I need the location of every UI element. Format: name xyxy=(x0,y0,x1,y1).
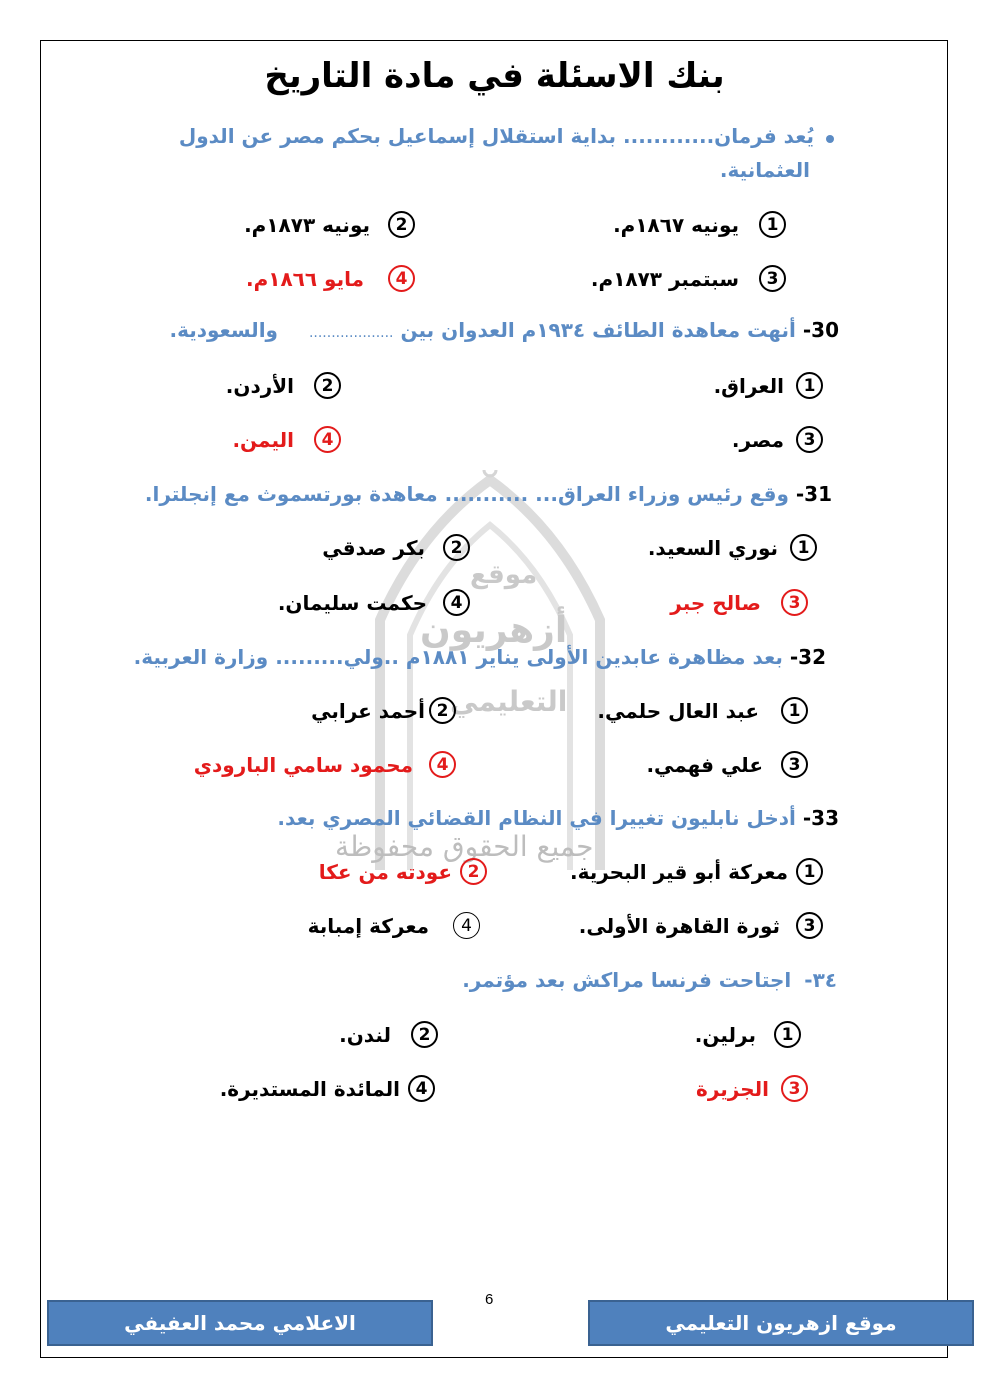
q31-number: 31- xyxy=(795,482,832,506)
q34-number: ٣٤- xyxy=(804,968,837,992)
option-marker: 3 xyxy=(759,265,786,292)
q30-text: أنهت معاهدة الطائف ١٩٣٤م العدوان بين xyxy=(400,318,796,342)
q31-question xyxy=(145,482,832,506)
q29-option-1-text: يونيه ١٨٦٧م. xyxy=(613,212,739,237)
q34-option-2 xyxy=(339,1021,438,1048)
q32-question xyxy=(134,645,826,669)
option-marker: 1 xyxy=(796,372,823,399)
q31-option-4 xyxy=(278,589,470,616)
q34-option-3-text: الجزيرة xyxy=(696,1076,769,1101)
q33-option-3 xyxy=(579,912,823,939)
footer-right-text: موقع ازهريون التعليمي xyxy=(665,1311,897,1335)
q30-option-3-text: مصر. xyxy=(731,427,784,452)
q33-number: 33- xyxy=(802,806,839,830)
option-marker: 4 xyxy=(408,1075,435,1102)
watermark-line2: أزهريون xyxy=(420,610,568,651)
q33-question xyxy=(277,806,839,830)
option-marker: 4 xyxy=(388,265,415,292)
footer-right-box xyxy=(588,1300,974,1346)
option-marker: 1 xyxy=(796,858,823,885)
q33-option-2 xyxy=(319,858,487,885)
option-marker: 1 xyxy=(774,1021,801,1048)
watermark-line1: موقع xyxy=(470,560,538,590)
q34-text: اجتاحت فرنسا مراكش بعد مؤتمر. xyxy=(462,968,792,992)
q30-option-4 xyxy=(232,426,341,453)
option-marker: 4 xyxy=(314,426,341,453)
q31-option-3-text: صالح جبر xyxy=(670,590,761,615)
option-marker: 4 xyxy=(429,751,456,778)
q29-option-2-text: يونيه ١٨٧٣م. xyxy=(244,212,370,237)
footer-left-box xyxy=(47,1300,433,1346)
q29-option-4 xyxy=(246,265,415,292)
q34-option-4 xyxy=(220,1075,435,1102)
q32-option-1-text: عبد العال حلمي. xyxy=(597,698,759,723)
option-marker: 3 xyxy=(781,1075,808,1102)
q30-option-1 xyxy=(714,372,823,399)
option-marker: 1 xyxy=(759,211,786,238)
q30-option-2 xyxy=(226,372,341,399)
q32-option-3-text: علي فهمي. xyxy=(646,752,763,777)
q32-number: 32- xyxy=(789,645,826,669)
q34-option-3 xyxy=(696,1075,808,1102)
page-number: 6 xyxy=(485,1291,494,1308)
q33-option-1 xyxy=(570,858,823,885)
footer-left-text: الاعلامي محمد العفيفي xyxy=(124,1311,356,1335)
watermark-line3: التعليمي xyxy=(450,685,568,718)
option-marker: 2 xyxy=(443,534,470,561)
option-marker: 4 xyxy=(453,912,480,939)
option-marker: 1 xyxy=(790,534,817,561)
q30-text-end: والسعودية. xyxy=(169,318,278,342)
q29-option-1 xyxy=(613,211,786,238)
q34-option-1 xyxy=(695,1021,801,1048)
q29-text-line2: العثمانية. xyxy=(719,158,810,182)
option-marker: 2 xyxy=(314,372,341,399)
bullet-icon xyxy=(826,135,834,143)
option-marker: 3 xyxy=(781,751,808,778)
q31-option-1-text: نوري السعيد. xyxy=(647,535,778,560)
q29-option-2 xyxy=(244,211,415,238)
q34-question xyxy=(462,968,837,992)
q33-text: أدخل نابليون تغييرا في النظام القضائي المصري بعد. xyxy=(277,806,796,830)
q32-option-4 xyxy=(194,751,456,778)
q31-option-3 xyxy=(670,589,808,616)
q33-option-2-text: عودته من عكا xyxy=(318,859,452,884)
q34-option-2-text: لندن. xyxy=(339,1022,391,1047)
q32-option-4-text: محمود سامي البارودي xyxy=(193,752,413,777)
option-marker: 3 xyxy=(796,426,823,453)
q32-option-2-text: أحمد عرابي xyxy=(311,698,425,723)
q33-option-4-text: معركة إمبابة xyxy=(307,913,429,938)
q32-option-1 xyxy=(597,697,808,724)
q29-option-3-text: سبتمبر ١٨٧٣م. xyxy=(590,266,739,291)
q32-option-2 xyxy=(311,697,456,724)
q30-option-4-text: اليمن. xyxy=(232,427,294,452)
q32-text: بعد مظاهرة عابدين الأولى يناير ١٨٨١م ..ولي......... وزارة العربية. xyxy=(133,645,783,669)
q31-option-2-text: بكر صدقي xyxy=(322,535,425,560)
q30-number: 30- xyxy=(802,318,839,342)
q33-option-3-text: ثورة القاهرة الأولى. xyxy=(578,913,780,938)
q33-option-4 xyxy=(308,912,480,939)
q32-option-3 xyxy=(646,751,808,778)
q33-option-1-text: معركة أبو قير البحرية. xyxy=(570,859,788,884)
q31-option-4-text: حكمت سليمان. xyxy=(277,590,427,615)
watermark-line4: جميع الحقوق محفوظة xyxy=(335,830,594,863)
option-marker: 2 xyxy=(388,211,415,238)
q31-option-1 xyxy=(648,534,817,561)
q34-option-1-text: برلين. xyxy=(694,1022,756,1047)
q31-option-2 xyxy=(322,534,470,561)
option-marker: 3 xyxy=(796,912,823,939)
q30-option-3 xyxy=(732,426,823,453)
option-marker: 1 xyxy=(781,697,808,724)
q30-question xyxy=(170,318,840,342)
q30-option-2-text: الأردن. xyxy=(225,373,294,398)
option-marker: 3 xyxy=(781,589,808,616)
q29-option-3 xyxy=(591,265,786,292)
q30-option-1-text: العراق. xyxy=(713,373,784,398)
option-marker: 2 xyxy=(460,858,487,885)
q34-option-4-text: المائدة المستديرة. xyxy=(219,1076,400,1101)
q29-option-4-text: مايو ١٨٦٦م. xyxy=(246,266,364,291)
option-marker: 2 xyxy=(411,1021,438,1048)
q29-text-line1: يُعد فرمان............ بداية استقلال إسماعيل بحكم مصر عن الدول xyxy=(178,124,814,148)
q30-blank: ................... xyxy=(308,325,394,341)
q31-text: وقع رئيس وزراء العراق... ........... معاهدة بورتسموث مع إنجلترا. xyxy=(144,482,789,506)
page-frame xyxy=(40,40,948,1358)
option-marker: 2 xyxy=(429,697,456,724)
option-marker: 4 xyxy=(443,589,470,616)
page-title: بنك الاسئلة في مادة التاريخ xyxy=(264,56,725,96)
